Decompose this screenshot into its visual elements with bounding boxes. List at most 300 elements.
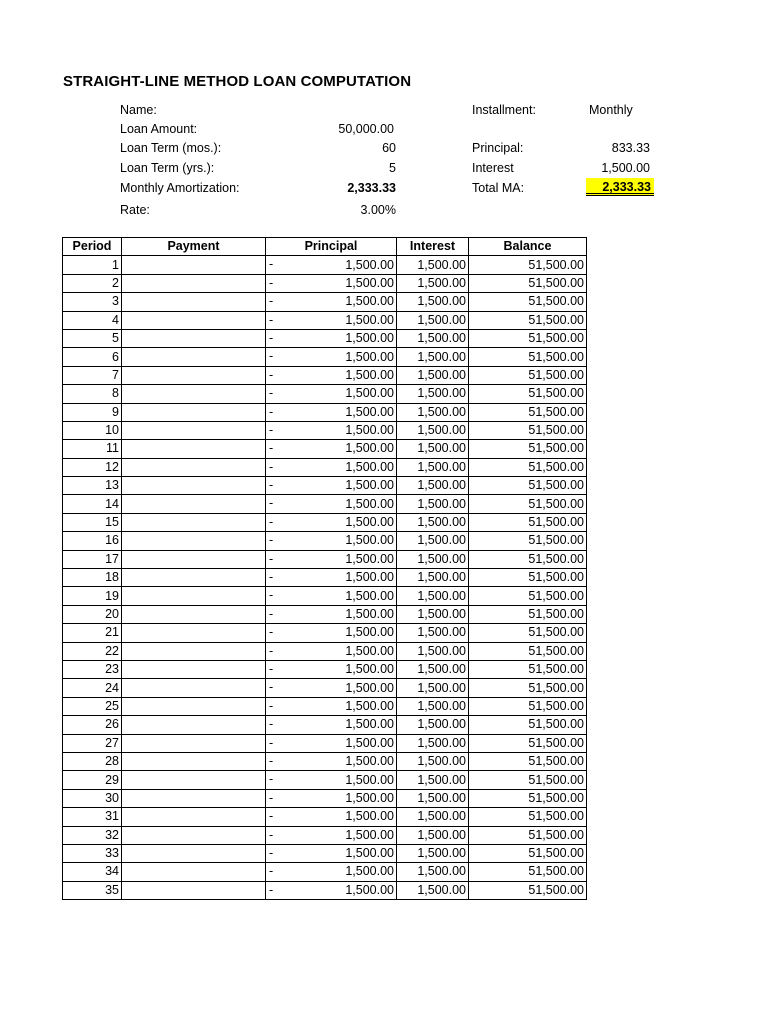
principal-dash: - (269, 496, 274, 511)
payment-cell (122, 385, 266, 403)
period-cell: 3 (63, 293, 122, 311)
principal-dash: - (269, 809, 274, 824)
interest-cell: 1,500.00 (397, 844, 469, 862)
balance-cell: 51,500.00 (469, 679, 587, 697)
principal-value: 1,500.00 (345, 827, 394, 842)
interest-cell: 1,500.00 (397, 421, 469, 439)
principal-cell (266, 881, 397, 899)
loan-term-yrs-label: Loan Term (yrs.): (120, 161, 215, 175)
interest-cell: 1,500.00 (397, 385, 469, 403)
principal-dash: - (269, 330, 274, 345)
principal-value: 1,500.00 (345, 423, 394, 438)
balance-cell: 51,500.00 (469, 421, 587, 439)
payment-cell (122, 366, 266, 384)
period-cell: 34 (63, 863, 122, 881)
balance-cell: 51,500.00 (469, 348, 587, 366)
principal-value: 1,500.00 (345, 570, 394, 585)
period-cell: 19 (63, 587, 122, 605)
interest-cell: 1,500.00 (397, 734, 469, 752)
principal-cell (266, 421, 397, 439)
principal-value: 1,500.00 (345, 809, 394, 824)
interest-cell: 1,500.00 (397, 440, 469, 458)
principal-cell (266, 789, 397, 807)
payment-cell (122, 550, 266, 568)
balance-cell: 51,500.00 (469, 256, 587, 274)
installment-label: Installment: (472, 103, 536, 117)
payment-cell (122, 826, 266, 844)
balance-cell: 51,500.00 (469, 274, 587, 292)
principal-dash: - (269, 625, 274, 640)
period-cell: 18 (63, 569, 122, 587)
name-label: Name: (120, 103, 157, 117)
loan-amount-value: 50,000.00 (338, 122, 394, 136)
principal-cell (266, 624, 397, 642)
payment-cell (122, 421, 266, 439)
principal-value: 1,500.00 (345, 662, 394, 677)
table-row (63, 771, 587, 789)
table-row (63, 697, 587, 715)
table-row (63, 569, 587, 587)
payment-cell (122, 458, 266, 476)
balance-cell: 51,500.00 (469, 329, 587, 347)
principal-cell (266, 550, 397, 568)
table-row (63, 440, 587, 458)
principal-cell (266, 348, 397, 366)
principal-cell (266, 826, 397, 844)
principal-value: 1,500.00 (345, 643, 394, 658)
principal-cell (266, 532, 397, 550)
principal-value: 1,500.00 (345, 404, 394, 419)
interest-cell: 1,500.00 (397, 403, 469, 421)
table-row (63, 495, 587, 513)
interest-cell: 1,500.00 (397, 274, 469, 292)
principal-cell (266, 752, 397, 770)
principal-value: 833.33 (611, 141, 650, 155)
table-row (63, 421, 587, 439)
table-row (63, 311, 587, 329)
period-cell: 21 (63, 624, 122, 642)
amortization-table (62, 237, 587, 900)
principal-cell (266, 513, 397, 531)
period-cell: 10 (63, 421, 122, 439)
interest-cell: 1,500.00 (397, 642, 469, 660)
balance-cell: 51,500.00 (469, 863, 587, 881)
table-row (63, 550, 587, 568)
interest-cell: 1,500.00 (397, 826, 469, 844)
table-header-row (63, 238, 587, 256)
principal-dash: - (269, 349, 274, 364)
monthly-amortization-label: Monthly Amortization: (120, 181, 240, 195)
table-row (63, 293, 587, 311)
principal-cell (266, 293, 397, 311)
principal-dash: - (269, 514, 274, 529)
balance-cell: 51,500.00 (469, 495, 587, 513)
payment-cell (122, 752, 266, 770)
principal-value: 1,500.00 (345, 294, 394, 309)
period-cell: 9 (63, 403, 122, 421)
interest-cell: 1,500.00 (397, 366, 469, 384)
principal-dash: - (269, 533, 274, 548)
principal-value: 1,500.00 (345, 459, 394, 474)
principal-dash: - (269, 827, 274, 842)
principal-value: 1,500.00 (345, 515, 394, 530)
period-cell: 29 (63, 771, 122, 789)
principal-dash: - (269, 661, 274, 676)
principal-dash: - (269, 606, 274, 621)
table-row (63, 477, 587, 495)
table-row (63, 660, 587, 678)
principal-dash: - (269, 404, 274, 419)
balance-cell: 51,500.00 (469, 403, 587, 421)
principal-cell (266, 440, 397, 458)
interest-cell: 1,500.00 (397, 808, 469, 826)
interest-cell: 1,500.00 (397, 311, 469, 329)
principal-dash: - (269, 882, 274, 897)
payment-cell (122, 403, 266, 421)
table-row (63, 274, 587, 292)
balance-cell: 51,500.00 (469, 881, 587, 899)
principal-cell (266, 734, 397, 752)
interest-cell: 1,500.00 (397, 477, 469, 495)
period-cell: 4 (63, 311, 122, 329)
principal-value: 1,500.00 (345, 717, 394, 732)
period-cell: 1 (63, 256, 122, 274)
table-row (63, 642, 587, 660)
header-principal: Principal (266, 238, 397, 256)
period-cell: 32 (63, 826, 122, 844)
period-cell: 30 (63, 789, 122, 807)
interest-cell: 1,500.00 (397, 587, 469, 605)
principal-cell (266, 605, 397, 623)
principal-dash: - (269, 570, 274, 585)
principal-cell (266, 311, 397, 329)
interest-cell: 1,500.00 (397, 348, 469, 366)
principal-cell (266, 274, 397, 292)
balance-cell: 51,500.00 (469, 366, 587, 384)
table-row (63, 587, 587, 605)
principal-cell (266, 844, 397, 862)
payment-cell (122, 532, 266, 550)
header-payment: Payment (122, 238, 266, 256)
principal-value: 1,500.00 (345, 312, 394, 327)
period-cell: 26 (63, 716, 122, 734)
interest-cell: 1,500.00 (397, 771, 469, 789)
interest-cell: 1,500.00 (397, 569, 469, 587)
payment-cell (122, 329, 266, 347)
loan-term-mos-value: 60 (382, 141, 396, 155)
table-row (63, 716, 587, 734)
balance-cell: 51,500.00 (469, 771, 587, 789)
period-cell: 11 (63, 440, 122, 458)
payment-cell (122, 605, 266, 623)
principal-value: 1,500.00 (345, 533, 394, 548)
table-row (63, 348, 587, 366)
period-cell: 23 (63, 660, 122, 678)
principal-value: 1,500.00 (345, 331, 394, 346)
principal-dash: - (269, 735, 274, 750)
interest-cell: 1,500.00 (397, 624, 469, 642)
installment-value: Monthly (589, 103, 633, 117)
principal-dash: - (269, 441, 274, 456)
balance-cell: 51,500.00 (469, 844, 587, 862)
table-row (63, 385, 587, 403)
principal-cell (266, 329, 397, 347)
period-cell: 15 (63, 513, 122, 531)
principal-cell (266, 697, 397, 715)
interest-cell: 1,500.00 (397, 789, 469, 807)
interest-cell: 1,500.00 (397, 660, 469, 678)
payment-cell (122, 771, 266, 789)
balance-cell: 51,500.00 (469, 440, 587, 458)
period-cell: 7 (63, 366, 122, 384)
balance-cell: 51,500.00 (469, 642, 587, 660)
principal-value: 1,500.00 (345, 367, 394, 382)
payment-cell (122, 642, 266, 660)
principal-value: 1,500.00 (345, 496, 394, 511)
interest-cell: 1,500.00 (397, 716, 469, 734)
interest-cell: 1,500.00 (397, 256, 469, 274)
principal-dash: - (269, 753, 274, 768)
balance-cell: 51,500.00 (469, 716, 587, 734)
balance-cell: 51,500.00 (469, 789, 587, 807)
period-cell: 16 (63, 532, 122, 550)
principal-value: 1,500.00 (345, 790, 394, 805)
period-cell: 13 (63, 477, 122, 495)
period-cell: 27 (63, 734, 122, 752)
balance-cell: 51,500.00 (469, 513, 587, 531)
table-row (63, 256, 587, 274)
period-cell: 14 (63, 495, 122, 513)
period-cell: 12 (63, 458, 122, 476)
principal-dash: - (269, 294, 274, 309)
rate-label: Rate: (120, 203, 150, 217)
payment-cell (122, 587, 266, 605)
principal-value: 1,500.00 (345, 846, 394, 861)
principal-dash: - (269, 386, 274, 401)
payment-cell (122, 348, 266, 366)
total-ma-label: Total MA: (472, 181, 525, 195)
principal-cell (266, 385, 397, 403)
payment-cell (122, 789, 266, 807)
principal-value: 1,500.00 (345, 754, 394, 769)
period-cell: 28 (63, 752, 122, 770)
interest-cell: 1,500.00 (397, 605, 469, 623)
loan-term-mos-label: Loan Term (mos.): (120, 141, 222, 155)
payment-cell (122, 274, 266, 292)
principal-cell (266, 458, 397, 476)
balance-cell: 51,500.00 (469, 477, 587, 495)
total-ma-value: 2,333.33 (586, 178, 654, 196)
principal-value: 1,500.00 (345, 551, 394, 566)
principal-dash: - (269, 643, 274, 658)
table-row (63, 844, 587, 862)
principal-value: 1,500.00 (345, 607, 394, 621)
table-row (63, 881, 587, 899)
principal-label: Principal: (472, 141, 524, 155)
principal-cell (266, 477, 397, 495)
balance-cell: 51,500.00 (469, 826, 587, 844)
principal-cell (266, 256, 397, 274)
interest-cell: 1,500.00 (397, 495, 469, 513)
principal-cell (266, 495, 397, 513)
principal-value: 1,500.00 (345, 698, 394, 713)
principal-dash: - (269, 422, 274, 437)
principal-cell (266, 863, 397, 881)
header-interest: Interest (397, 238, 469, 256)
period-cell: 17 (63, 550, 122, 568)
principal-cell (266, 716, 397, 734)
table-row (63, 752, 587, 770)
principal-value: 1,500.00 (345, 864, 394, 879)
table-row (63, 863, 587, 881)
page-title: STRAIGHT-LINE METHOD LOAN COMPUTATION (63, 73, 412, 90)
balance-cell: 51,500.00 (469, 624, 587, 642)
period-cell: 33 (63, 844, 122, 862)
table-row (63, 789, 587, 807)
period-cell: 5 (63, 329, 122, 347)
loan-amount-label: Loan Amount: (120, 122, 198, 136)
payment-cell (122, 513, 266, 531)
payment-cell (122, 863, 266, 881)
table-row (63, 329, 587, 347)
principal-dash: - (269, 790, 274, 805)
balance-cell: 51,500.00 (469, 532, 587, 550)
principal-dash: - (269, 478, 274, 493)
principal-dash: - (269, 551, 274, 566)
principal-dash: - (269, 717, 274, 732)
header-balance: Balance (469, 238, 587, 256)
principal-cell (266, 808, 397, 826)
table-row (63, 808, 587, 826)
interest-cell: 1,500.00 (397, 550, 469, 568)
principal-value: 1,500.00 (345, 275, 394, 290)
balance-cell: 51,500.00 (469, 385, 587, 403)
principal-value: 1,500.00 (345, 257, 394, 272)
period-cell: 35 (63, 881, 122, 899)
principal-value: 1,500.00 (345, 441, 394, 456)
principal-value: 1,500.00 (345, 882, 394, 897)
interest-cell: 1,500.00 (397, 458, 469, 476)
balance-cell: 51,500.00 (469, 605, 587, 623)
payment-cell (122, 660, 266, 678)
balance-cell: 51,500.00 (469, 550, 587, 568)
principal-cell (266, 660, 397, 678)
payment-cell (122, 440, 266, 458)
principal-value: 1,500.00 (345, 772, 394, 787)
payment-cell (122, 716, 266, 734)
payment-cell (122, 477, 266, 495)
principal-dash: - (269, 312, 274, 327)
principal-dash: - (269, 864, 274, 879)
period-cell: 22 (63, 642, 122, 660)
table-row (63, 366, 587, 384)
interest-cell: 1,500.00 (397, 293, 469, 311)
payment-cell (122, 311, 266, 329)
principal-dash: - (269, 588, 274, 603)
table-row (63, 624, 587, 642)
principal-value: 1,500.00 (345, 588, 394, 603)
table-row (63, 513, 587, 531)
header-period: Period (63, 238, 122, 256)
principal-dash: - (269, 772, 274, 787)
principal-value: 1,500.00 (345, 349, 394, 364)
principal-cell (266, 679, 397, 697)
principal-dash: - (269, 680, 274, 695)
principal-value: 1,500.00 (345, 680, 394, 695)
balance-cell: 51,500.00 (469, 660, 587, 678)
monthly-amortization-value: 2,333.33 (347, 181, 396, 195)
table-body (63, 256, 587, 900)
period-cell: 2 (63, 274, 122, 292)
period-cell: 31 (63, 808, 122, 826)
principal-value: 1,500.00 (345, 625, 394, 640)
principal-dash: - (269, 367, 274, 382)
table-row (63, 605, 587, 623)
payment-cell (122, 679, 266, 697)
period-cell: 20 (63, 605, 122, 623)
table-row (63, 532, 587, 550)
interest-label: Interest (472, 161, 514, 175)
principal-dash: - (269, 275, 274, 290)
principal-cell (266, 587, 397, 605)
balance-cell: 51,500.00 (469, 808, 587, 826)
period-cell: 24 (63, 679, 122, 697)
payment-cell (122, 624, 266, 642)
interest-cell: 1,500.00 (397, 863, 469, 881)
payment-cell (122, 881, 266, 899)
principal-dash: - (269, 845, 274, 860)
balance-cell: 51,500.00 (469, 752, 587, 770)
principal-cell (266, 642, 397, 660)
balance-cell: 51,500.00 (469, 569, 587, 587)
payment-cell (122, 808, 266, 826)
principal-cell (266, 771, 397, 789)
payment-cell (122, 697, 266, 715)
table-row (63, 734, 587, 752)
interest-cell: 1,500.00 (397, 697, 469, 715)
balance-cell: 51,500.00 (469, 734, 587, 752)
principal-value: 1,500.00 (345, 478, 394, 493)
period-cell: 6 (63, 348, 122, 366)
balance-cell: 51,500.00 (469, 587, 587, 605)
principal-cell (266, 569, 397, 587)
period-cell: 8 (63, 385, 122, 403)
principal-cell (266, 366, 397, 384)
principal-value: 1,500.00 (345, 735, 394, 750)
payment-cell (122, 495, 266, 513)
payment-cell (122, 293, 266, 311)
balance-cell: 51,500.00 (469, 458, 587, 476)
rate-value: 3.00% (360, 203, 396, 217)
interest-cell: 1,500.00 (397, 881, 469, 899)
table-row (63, 679, 587, 697)
balance-cell: 51,500.00 (469, 293, 587, 311)
principal-dash: - (269, 257, 274, 272)
interest-cell: 1,500.00 (397, 752, 469, 770)
loan-term-yrs-value: 5 (389, 161, 396, 175)
payment-cell (122, 256, 266, 274)
principal-dash: - (269, 459, 274, 474)
interest-cell: 1,500.00 (397, 532, 469, 550)
principal-cell (266, 403, 397, 421)
balance-cell: 51,500.00 (469, 311, 587, 329)
balance-cell: 51,500.00 (469, 697, 587, 715)
principal-value: 1,500.00 (345, 386, 394, 401)
payment-cell (122, 569, 266, 587)
payment-cell (122, 734, 266, 752)
table-row (63, 826, 587, 844)
table-row (63, 458, 587, 476)
